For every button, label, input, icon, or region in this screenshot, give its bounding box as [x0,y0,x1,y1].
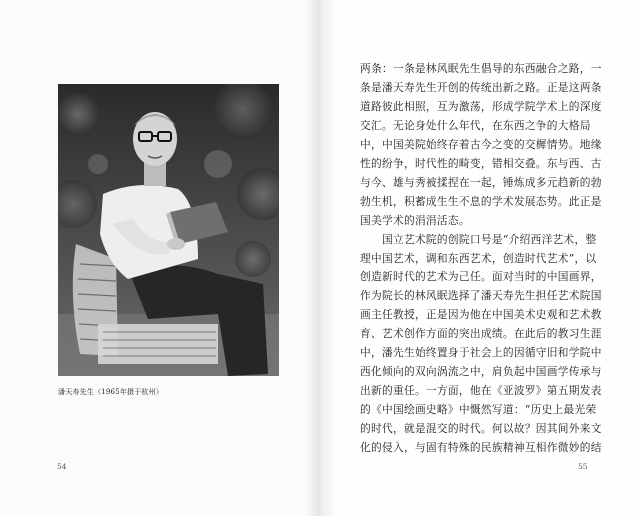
text-line: 国立艺术院的创院口号是“介绍西洋艺术，整 [360,232,597,246]
text-line: 西化倾向的双向涡流之中，肩负起中国画学传承与 [360,365,602,379]
photo-caption: 潘天寿先生（1965年摄于杭州） [58,388,164,396]
text-line: 画主任教授，正是因为他在中国美术史观和艺术教 [360,308,602,322]
text-line: 勃生机，积蓄成生生不息的学术发展态势。此正是 [360,194,602,208]
portrait-illustration [58,84,279,376]
text-line: 两条：一条是林风眠先生倡导的东西融合之路，一 [360,62,602,75]
text-line: 国美学术的涓涓活态。 [360,213,470,227]
text-line: 出新的重任。一方面，他在《亚波罗》第五期发表 [360,384,602,398]
book-gutter [305,0,337,516]
text-line: 条是潘天寿先生开创的传统出新之路。正是这两条 [360,80,602,94]
text-line: 理中国艺术，调和东西艺术，创造时代艺术”，以 [360,251,597,265]
text-line: 育、艺术创作方面的突出成绩。在此后的教习生涯 [360,327,602,341]
text-line: 的时代，就是混交的时代。何以故？因其间外来文 [360,422,602,436]
text-line: 中，潘先生始终置身于社会上的因循守旧和学院中 [360,346,602,360]
body-text [360,60,602,458]
text-line: 性的纷争，时代性的畸变，错相交叠。东与西、古 [360,156,602,170]
text-line: 的《中国绘画史略》中慨然写道：“历史上最光荣 [360,403,597,417]
page-number-left: 54 [57,462,67,471]
text-line: 创造新时代的艺术为己任。面对当时的中国画界， [360,270,602,284]
text-line: 化的侵入，与固有特殊的民族精神互相作微妙的结 [360,441,602,455]
text-line: 交汇。无论身处什么年代，在东西之争的大格局 [360,118,591,132]
portrait-photo [58,84,279,376]
text-line: 与今、雄与秀被揉捏在一起，锤炼成多元趋新的勃 [360,175,602,189]
text-line: 中，中国美院始终存着古今之变的交樨情势。地缘 [360,137,602,151]
text-line: 道路彼此相照，互为激荡，形成学院学术上的深度 [360,99,602,113]
page-number-right: 55 [578,462,588,471]
text-line: 作为院长的林风眠选择了潘天寿先生担任艺术院国 [360,289,602,303]
